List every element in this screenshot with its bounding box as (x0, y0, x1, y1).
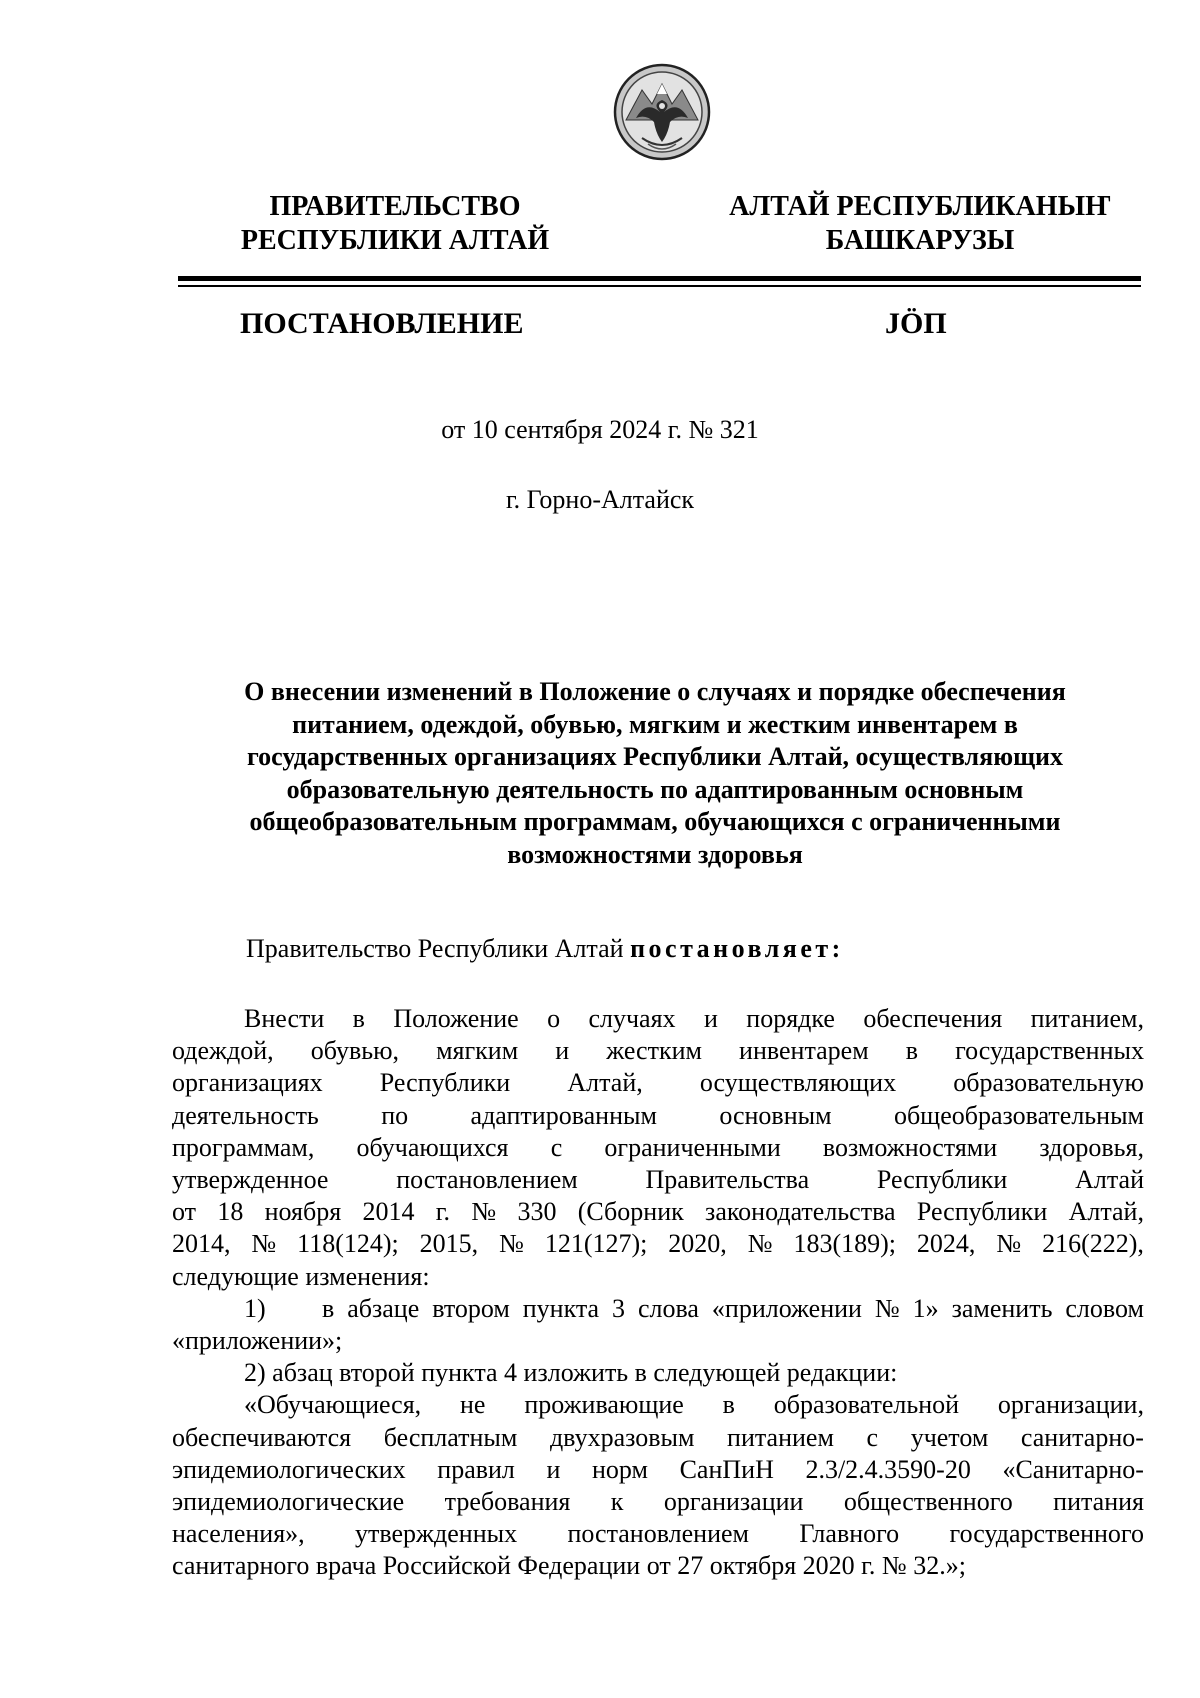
word: о (547, 1004, 561, 1033)
word: 2020, (668, 1229, 727, 1259)
word: ограниченными (604, 1132, 781, 1162)
body-line: 2) абзац второй пункта 4 изложить в следующей редакции: (244, 1358, 898, 1388)
word: СанПиН (679, 1454, 774, 1484)
header-right-line1: АЛТАЙ РЕСПУБЛИКАНЫҤ (729, 191, 1111, 222)
list-number: 1) (244, 1293, 266, 1323)
word: здоровья, (1039, 1132, 1144, 1162)
word: случаях (588, 1004, 676, 1033)
word: питанием (727, 1422, 834, 1452)
title-line: государственных организациях Республики Алтай, осуществляющих (246, 742, 1064, 771)
decree-prefix: Правительство Республики Алтай (246, 934, 631, 963)
coat-of-arms-emblem (612, 60, 712, 164)
word: № (996, 1229, 1022, 1259)
title-line: питанием, одеждой, обувью, мягким и жестким инвентарем в (292, 709, 1018, 739)
word: Положение (393, 1004, 519, 1033)
word: деятельность (172, 1100, 319, 1130)
word: 18 (217, 1197, 244, 1227)
word: № (471, 1197, 497, 1227)
word: норм (592, 1454, 648, 1484)
word: и (703, 1004, 718, 1033)
word: 2014 (362, 1197, 415, 1227)
word: и (546, 1454, 561, 1484)
word: постановлением (396, 1165, 578, 1195)
decree-date-number: от 10 сентября 2024 г. № 321 (441, 415, 759, 444)
doc-type-ru: ПОСТАНОВЛЕНИЕ (240, 307, 524, 340)
word: общеобразовательным (893, 1100, 1144, 1130)
word: ноября (264, 1197, 342, 1227)
word: Алтай, (567, 1068, 643, 1098)
decree-title (170, 676, 1140, 871)
word: адаптированным (470, 1100, 657, 1130)
word: 183(189); (793, 1229, 896, 1259)
body-line (322, 1293, 1144, 1325)
word: г. (435, 1197, 451, 1227)
word: 118(124); (297, 1229, 399, 1259)
word: № (874, 1293, 900, 1323)
word: двухразовым (549, 1422, 695, 1452)
decree-keyword: постановляет: (630, 934, 844, 963)
word: организации, (997, 1390, 1144, 1420)
word: мягким (436, 1036, 519, 1066)
body-line (172, 1422, 1144, 1454)
body-line (172, 1196, 1144, 1228)
word: проживающие (524, 1390, 684, 1420)
title-line: общеобразовательным программам, обучающихся с ограниченными (249, 807, 1061, 836)
word: одеждой, (172, 1036, 274, 1066)
body-line (172, 1003, 1144, 1035)
word: 121(127); (544, 1229, 648, 1259)
header-left-line1: ПРАВИТЕЛЬСТВО (269, 191, 521, 222)
body-line: санитарного врача Российской Федерации от 27 октября 2020 г. № 32.»; (172, 1551, 966, 1581)
word: Алтай, (1068, 1197, 1144, 1227)
header-right-line2: БАШКАРУЗЫ (825, 225, 1015, 256)
word: образовательную (953, 1068, 1144, 1098)
word: питанием, (1030, 1004, 1144, 1033)
word: абзаце (347, 1293, 420, 1323)
word: постановлением (567, 1519, 749, 1549)
word: Республики (876, 1165, 1008, 1195)
word: Внести (244, 1004, 325, 1033)
word: общественного (843, 1487, 1013, 1517)
word: втором (432, 1293, 510, 1323)
body-line: следующие изменения: (172, 1261, 430, 1291)
word: «приложении (711, 1293, 862, 1323)
body-line (172, 1132, 1144, 1164)
word: правил (437, 1454, 515, 1484)
body-line (172, 1228, 1144, 1260)
header-divider-thin (178, 285, 1141, 287)
word: 3 (612, 1293, 626, 1323)
word: возможностями (822, 1132, 998, 1162)
word: заменить (951, 1293, 1053, 1323)
word: «Санитарно- (1002, 1454, 1144, 1484)
body-line: «приложении»; (172, 1326, 343, 1356)
header-divider-thick (178, 276, 1141, 281)
body-line (172, 1067, 1144, 1099)
word: 330 (517, 1197, 557, 1227)
word: бесплатным (383, 1422, 518, 1452)
body-line (172, 1035, 1144, 1067)
word: пункта (522, 1293, 600, 1323)
word: государственных (955, 1036, 1144, 1066)
word: программам, (172, 1132, 315, 1162)
word: порядке (746, 1004, 835, 1033)
list-item-1 (172, 1293, 1144, 1325)
word: от (172, 1197, 197, 1227)
word: Правительства (645, 1165, 810, 1195)
header-government-alt (710, 190, 1130, 258)
word: обучающихся (356, 1132, 509, 1162)
word: обеспечиваются (172, 1422, 352, 1452)
word: № (251, 1229, 277, 1259)
word: с (550, 1132, 563, 1162)
word: не (460, 1390, 486, 1420)
word: словом (1065, 1293, 1144, 1323)
word: санитарно- (1020, 1422, 1144, 1452)
header-government-ru (220, 190, 570, 258)
word: по (381, 1100, 409, 1130)
word: Республики (379, 1068, 511, 1098)
word: 2014, (172, 1229, 231, 1259)
word: № (747, 1229, 773, 1259)
word: жестким (606, 1036, 702, 1066)
body-line (172, 1454, 1144, 1486)
word: питания (1053, 1487, 1144, 1517)
body-line (172, 1486, 1144, 1518)
word: № (499, 1229, 524, 1259)
word: (Сборник (577, 1197, 684, 1227)
decree-body (172, 1003, 1144, 1583)
word: организациях (172, 1068, 323, 1098)
word: в (722, 1390, 735, 1420)
word: с (866, 1422, 879, 1452)
word: населения», (172, 1519, 305, 1549)
word: в (352, 1004, 365, 1033)
word: инвентарем (739, 1036, 869, 1066)
word: и (555, 1036, 570, 1066)
word: Алтай (1075, 1165, 1144, 1195)
word: обеспечения (863, 1004, 1003, 1033)
word: осуществляющих (699, 1068, 897, 1098)
word: требования (444, 1487, 571, 1517)
word: основным (719, 1100, 832, 1130)
decree-city: г. Горно-Алтайск (505, 485, 695, 514)
word: Главного (799, 1519, 900, 1549)
word: в (322, 1293, 335, 1323)
word: «Обучающиеся, (244, 1390, 422, 1420)
title-line: О внесении изменений в Положение о случаях и порядке обеспечения (244, 677, 1066, 706)
word: учетом (910, 1422, 989, 1452)
header-left-line2: РЕСПУБЛИКИ АЛТАЙ (240, 225, 550, 256)
body-line (172, 1164, 1144, 1196)
title-line: образовательную деятельность по адаптированным основным (286, 774, 1024, 804)
word: эпидемиологические (172, 1487, 405, 1517)
word: утвержденное (172, 1165, 329, 1195)
word: 2024, (916, 1229, 976, 1259)
word: 2.3/2.4.3590-20 (805, 1454, 971, 1484)
word: государственного (949, 1519, 1144, 1549)
word: обувью, (310, 1036, 400, 1066)
word: 2015, (419, 1229, 479, 1259)
word: Республики (916, 1197, 1048, 1227)
body-line (172, 1100, 1144, 1132)
word: образовательной (773, 1390, 960, 1420)
word: в (905, 1036, 919, 1066)
decree-statement (246, 933, 844, 965)
word: 1» (912, 1293, 939, 1323)
word: организации (663, 1487, 804, 1517)
word: слова (637, 1293, 699, 1323)
word: законодательства (705, 1197, 896, 1227)
doc-type-alt: JӦП (885, 307, 947, 340)
body-line (172, 1518, 1144, 1550)
word: утвержденных (355, 1519, 518, 1549)
body-line (172, 1389, 1144, 1421)
word: к (610, 1487, 624, 1517)
word: 216(222), (1042, 1229, 1144, 1259)
word: эпидемиологических (172, 1454, 406, 1484)
title-line: возможностями здоровья (507, 839, 803, 869)
